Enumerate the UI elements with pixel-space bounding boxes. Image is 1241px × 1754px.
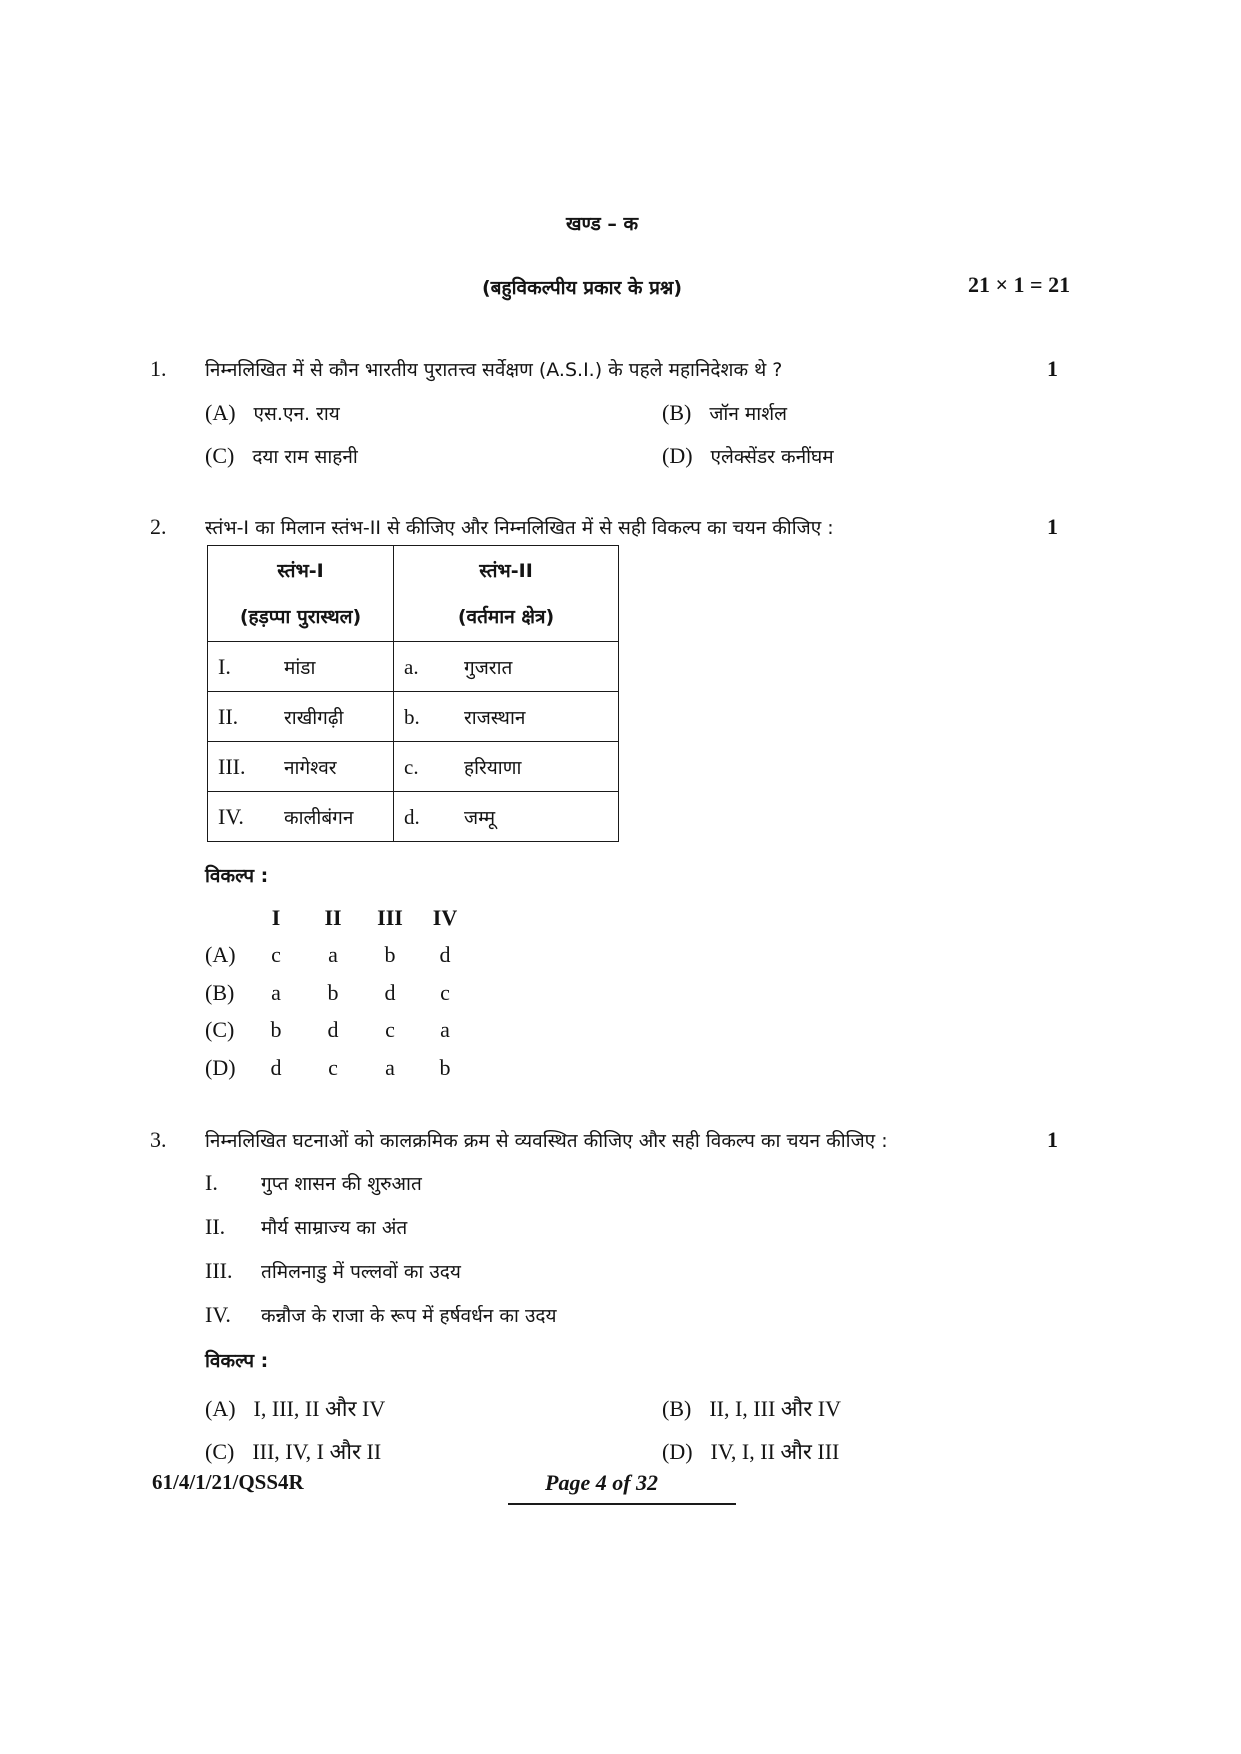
grid-cell: b [270, 1017, 282, 1042]
grid-cell: a [440, 1017, 450, 1042]
site-name: नागेश्वर [284, 756, 337, 779]
grid-cell: b [327, 980, 339, 1005]
table-cell [394, 642, 619, 692]
grid-cell: a [328, 942, 338, 967]
column-2-header [394, 546, 619, 642]
section-title: खण्ड – क [566, 213, 639, 235]
option-b [662, 400, 787, 426]
site-name: मांडा [284, 656, 316, 679]
column-1-header [208, 546, 394, 642]
column-subtitle: (वर्तमान क्षेत्र) [457, 605, 555, 628]
column-subtitle: (हड़प्पा पुरास्थल) [239, 605, 362, 628]
grid-header: I [271, 905, 281, 930]
option-text: III, IV, I और II [252, 1439, 382, 1464]
event-item [205, 1170, 422, 1196]
row-letter: d. [404, 804, 420, 829]
section-subtitle: (बहुविकल्पीय प्रकार के प्रश्न) [482, 277, 683, 299]
row-number: II. [218, 703, 239, 729]
marks-total: 21 × 1 = 21 [968, 272, 1071, 297]
option-c [205, 1436, 381, 1466]
option-b [662, 1393, 841, 1423]
event-number: III. [205, 1258, 233, 1283]
grid-cell: c [385, 1017, 395, 1042]
grid-cell: c [271, 942, 281, 967]
question-number: 1. [150, 356, 167, 381]
page-number: Page 4 of 32 [545, 1470, 659, 1495]
table-cell [394, 692, 619, 742]
event-number: II. [205, 1214, 226, 1239]
option-label: (C) [205, 443, 235, 468]
grid-header: IV [432, 905, 458, 930]
region-name: हरियाणा [464, 756, 522, 779]
grid-row-label: (D) [205, 1055, 236, 1080]
question-number: 2. [150, 514, 167, 539]
row-number: IV. [218, 803, 244, 829]
options-label: विकल्प : [205, 1350, 269, 1372]
option-text: दया राम साहनी [252, 446, 358, 468]
question-marks: 1 [1047, 356, 1058, 381]
event-item [205, 1302, 556, 1328]
grid-row-label: (A) [205, 942, 236, 967]
grid-cell: c [328, 1055, 338, 1080]
match-table [207, 545, 619, 842]
event-number: I. [205, 1170, 218, 1195]
site-name: कालीबंगन [284, 806, 354, 829]
question-marks: 1 [1047, 514, 1058, 539]
grid-cell: d [384, 980, 396, 1005]
row-number: III. [218, 753, 246, 779]
table-cell [208, 642, 394, 692]
option-text: एलेक्सेंडर कनींघम [710, 446, 834, 468]
grid-cell: b [439, 1055, 451, 1080]
option-a [205, 1393, 385, 1423]
grid-header: III [377, 905, 403, 930]
grid-cell: b [384, 942, 396, 967]
event-text: कन्नौज के राजा के रूप में हर्षवर्धन का उदय [261, 1305, 557, 1327]
region-name: जम्मू [464, 806, 496, 829]
row-number: I. [218, 653, 231, 679]
grid-cell: a [385, 1055, 395, 1080]
event-text: मौर्य साम्राज्य का अंत [261, 1217, 408, 1239]
grid-cell: d [270, 1055, 282, 1080]
options-label: विकल्प : [205, 865, 269, 887]
event-text: तमिलनाडु में पल्लवों का उदय [261, 1261, 461, 1283]
site-name: राखीगढ़ी [284, 706, 344, 729]
row-letter: c. [404, 754, 419, 779]
question-text: निम्नलिखित में से कौन भारतीय पुरातत्त्व सर्वेक्षण (A.S.I.) के पहले महानिदेशक थे ? [205, 359, 783, 381]
table-row [208, 792, 619, 842]
table-cell [208, 692, 394, 742]
question-text: स्तंभ-I का मिलान स्तंभ-II से कीजिए और निम्नलिखित में से सही विकल्प का चयन कीजिए : [205, 517, 834, 539]
option-label: (A) [205, 1396, 236, 1421]
option-label: (A) [205, 400, 236, 425]
region-name: गुजरात [464, 656, 513, 679]
event-item [205, 1258, 461, 1284]
grid-header: II [324, 905, 342, 930]
region-name: राजस्थान [464, 706, 526, 729]
grid-row-label: (B) [205, 980, 235, 1005]
option-label: (C) [205, 1439, 235, 1464]
table-cell [208, 742, 394, 792]
option-text: II, I, III और IV [709, 1396, 842, 1421]
column-title: स्तंभ-II [479, 559, 533, 582]
grid-cell: d [327, 1017, 339, 1042]
option-a [205, 400, 340, 426]
option-text: IV, I, II और III [710, 1439, 840, 1464]
column-title: स्तंभ-I [277, 559, 324, 582]
event-item [205, 1214, 407, 1240]
option-d [662, 1436, 839, 1466]
table-row [208, 692, 619, 742]
option-label: (B) [662, 400, 692, 425]
question-text: निम्नलिखित घटनाओं को कालक्रमिक क्रम से व्यवस्थित कीजिए और सही विकल्प का चयन कीजिए : [205, 1130, 888, 1152]
option-label: (D) [662, 1439, 693, 1464]
table-cell [208, 792, 394, 842]
table-cell [394, 742, 619, 792]
grid-cell: d [439, 942, 451, 967]
table-row [208, 742, 619, 792]
option-label: (B) [662, 1396, 692, 1421]
table-cell [394, 792, 619, 842]
option-text: I, III, II और IV [253, 1396, 386, 1421]
row-letter: b. [404, 704, 420, 729]
option-label: (D) [662, 443, 693, 468]
table-row [208, 642, 619, 692]
event-number: IV. [205, 1302, 231, 1327]
option-text: एस.एन. राय [253, 403, 340, 425]
footer-underline [508, 1503, 736, 1505]
option-text: जॉन मार्शल [709, 403, 788, 425]
paper-code: 61/4/1/21/QSS4R [152, 1470, 304, 1494]
grid-row-label: (C) [205, 1017, 235, 1042]
question-number: 3. [150, 1127, 167, 1152]
event-text: गुप्त शासन की शुरुआत [261, 1173, 422, 1195]
grid-cell: c [440, 980, 450, 1005]
option-c [205, 443, 358, 469]
grid-cell: a [271, 980, 281, 1005]
option-d [662, 443, 834, 469]
question-marks: 1 [1047, 1127, 1058, 1152]
row-letter: a. [404, 654, 419, 679]
